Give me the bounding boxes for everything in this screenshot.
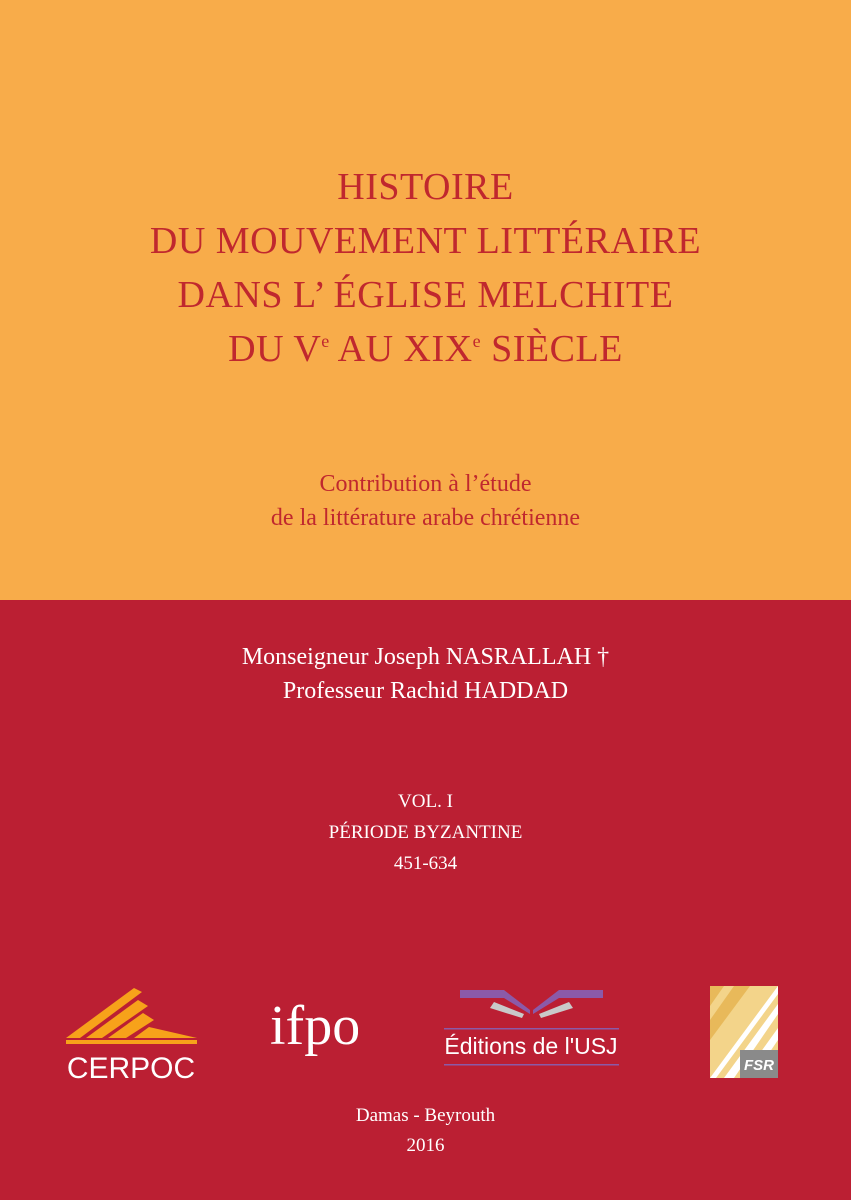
subtitle-line-1: Contribution à l’étude [319,471,532,497]
title-line-1: HISTOIRE [337,166,514,208]
usj-logo [444,984,619,1072]
volume-period: PÉRIODE BYZANTINE [328,822,523,843]
fsr-emblem [710,986,778,1078]
ifpo-wordmark: ifpo [270,995,358,1057]
volume-number: VOL. I [398,791,453,812]
title-line-4-part-b: AU XIX [329,328,473,370]
title-superscript-1: e [321,331,330,351]
fsr-logo [710,986,778,1078]
volume-info [0,786,851,879]
title-line-4 [0,322,851,376]
subtitle-line-2: de la littérature arabe chrétienne [270,505,581,531]
cerpoc-logo [64,986,199,1084]
ifpo-emblem [268,982,358,1082]
publisher-logos [0,980,851,1090]
usj-emblem [444,984,619,1072]
ifpo-logo [268,982,358,1082]
title-line-4-part-c: SIÈCLE [481,328,623,370]
volume-years: 451-634 [393,853,458,874]
publication-place: Damas - Beyrouth [355,1105,496,1126]
author-list [0,640,851,708]
title-line-2: DU MOUVEMENT LITTÉRAIRE [149,220,702,262]
usj-wordmark: Éditions de l'USJ [444,1033,618,1059]
publication-year: 2016 [406,1135,445,1156]
author-2: Professeur Rachid HADDAD [282,678,569,704]
publication-info [0,1101,851,1161]
book-title [0,160,851,376]
book-subtitle [0,467,851,535]
title-line-3: DANS L’ ÉGLISE MELCHITE [177,274,674,316]
author-1: Monseigneur Joseph NASRALLAH † [241,644,610,670]
title-superscript-2: e [472,331,482,351]
fsr-wordmark: FSR [744,1057,774,1074]
cerpoc-emblem [64,986,199,1084]
cerpoc-wordmark: CERPOC [66,1052,196,1084]
title-line-4-part-a: DU V [228,328,322,370]
